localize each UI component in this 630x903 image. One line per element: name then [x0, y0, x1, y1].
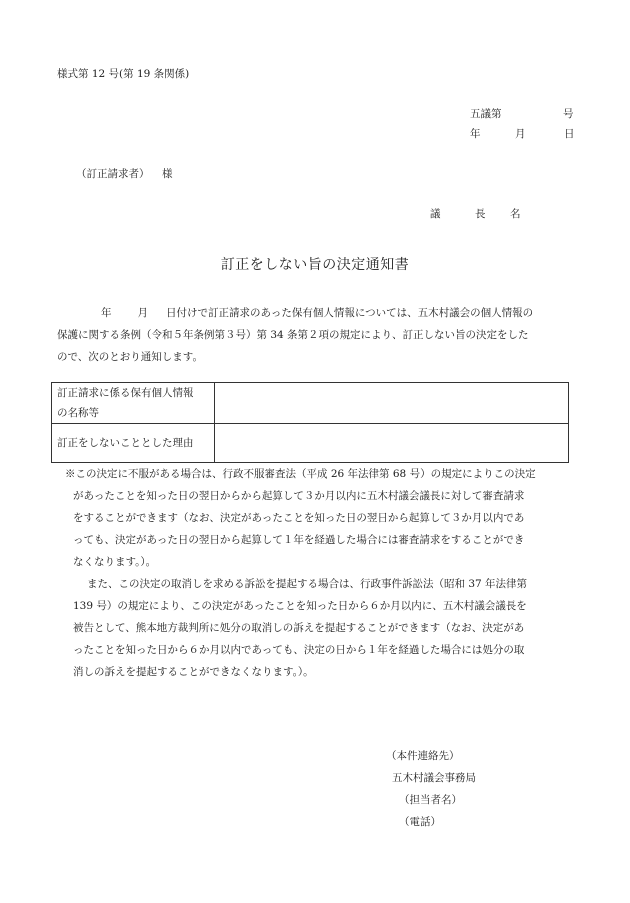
document-number-suffix: 号 [563, 108, 574, 120]
form-number: 様式第 12 号(第 19 条関係) [57, 68, 190, 80]
addressee-name: （訂正請求者） [76, 168, 150, 180]
sender-char-1: 議 [430, 208, 441, 220]
row2-value-cell [215, 424, 569, 463]
contact-block [386, 745, 476, 833]
body-year: 年 [101, 307, 112, 319]
date-day: 日 [564, 128, 575, 140]
body-paragraph [57, 302, 577, 368]
table-label-cell [52, 383, 215, 424]
sender-char-2: 長 [475, 208, 486, 220]
addressee-honorific: 様 [162, 168, 173, 180]
contact-office: 五木村議会事務局 [392, 772, 476, 784]
sender-char-3: 名 [510, 208, 521, 220]
note-line-7: 139 号）の規定により、この決定があったことを知った日から６か月以内に、五木村議会議長を [73, 600, 527, 612]
notes-section [57, 463, 577, 683]
body-line-1 [57, 302, 577, 324]
table-row [52, 383, 569, 424]
note-line-8: 被告として、熊本地方裁判所に処分の取消しの訴えを提起することができます（なお、決定があ [73, 622, 525, 634]
note-line-2: があったことを知った日の翌日からから起算して３か月以内に五木村議会議長に対して審査請求 [73, 490, 525, 502]
contact-phone: （電話） [399, 816, 441, 828]
document-title: 訂正をしない旨の決定通知書 [220, 257, 410, 273]
body-line-3: ので、次のとおり通知します。 [57, 351, 203, 363]
note-line-1: ※この決定に不服がある場合は、行政不服審査法（平成 26 年法律第 68 号）の規定によりこの決定 [65, 468, 536, 480]
note-line-3: をすることができます（なお、決定があったことを知った日の翌日から起算して３か月以内であ [73, 512, 525, 524]
table-row [52, 424, 569, 463]
note-line-6: また、この決定の取消しを求める訴訟を提起する場合は、行政事件訴訟法（昭和 37 年法律第 [87, 578, 528, 590]
note-line-4: っても、決定があった日の翌日から起算して１年を経過した場合には審査請求をすることができ [73, 534, 525, 546]
document-number-label: 五議第 [470, 108, 502, 120]
date-year: 年 [470, 128, 481, 140]
note-line-9: ったことを知った日から６か月以内であっても、決定の日から１年を経過した場合には処分の取 [73, 644, 525, 656]
row1-label-b: の名称等 [57, 407, 99, 419]
note-line-10: 消しの訴えを提起することができなくなります。）。 [73, 666, 314, 678]
row2-label-cell: 訂正をしないこととした理由 [52, 424, 215, 463]
contact-heading: （本件連絡先） [386, 750, 460, 762]
body-month: 月 [137, 307, 148, 319]
addressee [76, 166, 173, 181]
info-table [51, 382, 569, 463]
date-month: 月 [515, 128, 526, 140]
contact-person: （担当者名） [399, 794, 462, 806]
body-line-1-text: 日付けで訂正請求のあった保有個人情報については、五木村議会の個人情報の [166, 307, 534, 319]
body-line-2: 保護に関する条例（令和５年条例第３号）第 34 条第２項の規定により、訂正しない旨の決定をした [57, 329, 529, 341]
row1-value-cell [215, 383, 569, 424]
row1-label-a: 訂正請求に係る保有個人情報 [57, 387, 194, 399]
note-line-5: なくなります。）。 [73, 556, 157, 568]
